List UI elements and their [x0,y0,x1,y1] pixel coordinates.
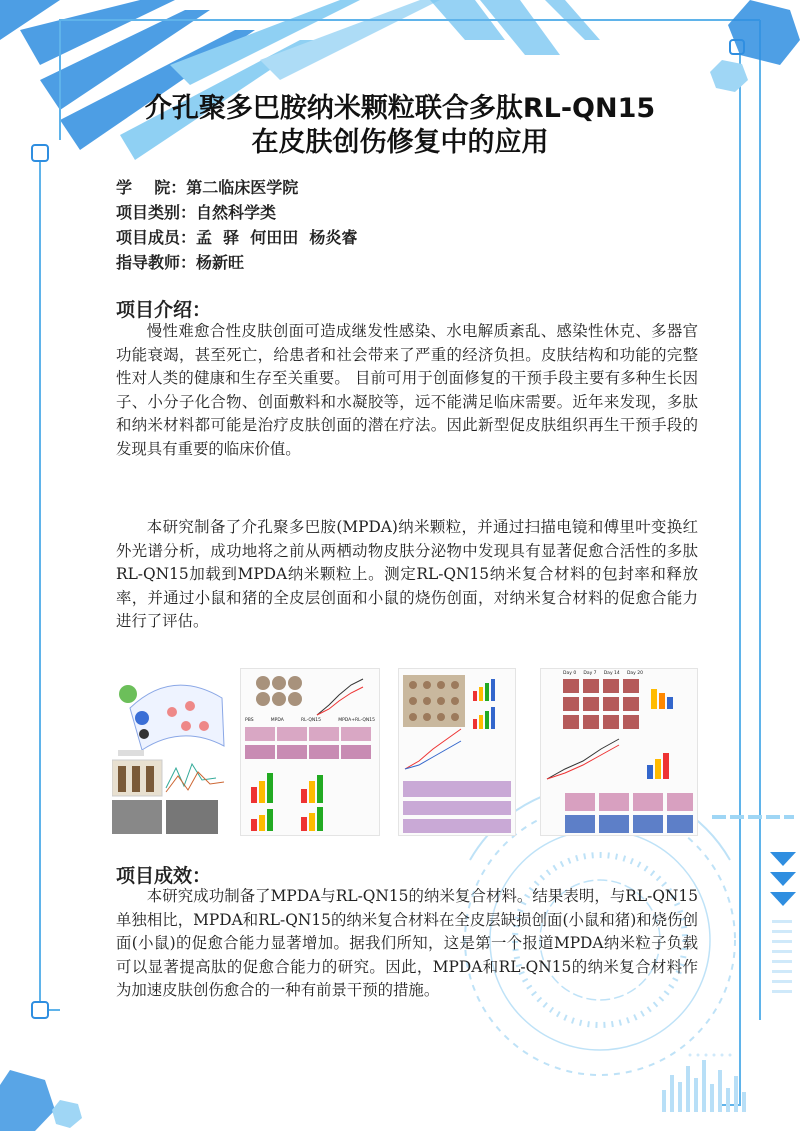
figure4-day-label: Day 20 [626,671,643,676]
right-side-bars [772,920,792,993]
poster-title-line2: 在皮肤创伤修复中的应用 [251,127,549,158]
frame-square-tl [32,145,48,161]
meta-members: 项目成员：孟 驿 何田田 杨炎睿 [116,228,358,247]
meta-college: 学 院：第二临床医学院 [116,178,299,197]
figure2-col-label: MPDA+RL-QN15 [338,718,375,723]
intro-paragraph-2: 本研究制备了介孔聚多巴胺(MPDA)纳米颗粒，并通过扫描电镜和傅里叶变换红外光谱分析，成功地将之前从两栖动物皮肤分泌物中发现具有显著促愈合活性的多肽RL-QN15加载到MPDA纳米颗粒上。测定RL-QN15纳米复合材料的包封率和释放率，并通过小鼠和猪的全皮层创面和小鼠的烧伤创面，对纳米复合材料的促愈合能力进行了评估。 [116,518,698,631]
figure4-day-label: Day 7 [583,671,597,676]
intro-heading: 项目介绍： [116,299,212,321]
results-paragraph: 本研究成功制备了MPDA与RL-QN15的纳米复合材料。结果表明，与RL-QN15单独相比，MPDA和RL-QN15的纳米复合材料在全皮层缺损创面(小鼠和猪)和烧伤创面(小鼠)的促愈合能力显著增加。据我们所知，这是第一个报道MPDA纳米粒子负载可以显著提高肽的促愈合能力的研究。因此，MPDA和RL-QN15的纳米复合材料作为加速皮肤创伤愈合的一种有前景干预的措施。 [116,887,698,1000]
figure-mouse-wounds [240,668,380,836]
figure-schematic [112,668,240,834]
results-heading: 项目成效： [116,865,212,887]
right-triangles [770,852,796,906]
figure4-day-labels [563,671,643,676]
figure2-col-label: MPDA [270,718,284,723]
project-meta [116,175,357,275]
meta-advisor: 指导教师：杨新旺 [116,253,245,272]
mouse-wound-graphic [241,669,379,835]
poster-title-line1: 介孔聚多巴胺纳米颗粒联合多肽RL-QN15 [144,93,656,124]
figure2-column-labels [245,718,375,723]
hexagon-large [728,0,800,65]
intro-paragraph-1: 慢性难愈合性皮肤创面可造成继发性感染、水电解质紊乱、感染性休克、多器官功能衰竭，甚至死亡，给患者和社会带来了严重的经济负担。皮肤结构和功能的完整性对人类的健康和生存至关重要。 目前可用于创面修复的干预手段主要有多种生长因子、小分子化合物、创面敷料和水凝胶等，远不能满足临床需要。近年来发现，多肽和纳米材料都可能是治疗皮肤创面的潜在疗法。因此新型促皮肤组织再生干预手段的发现具有重要的临床价值。 [116,322,698,458]
top-right-stripes [430,0,600,55]
meta-category: 项目类别：自然科学类 [116,203,277,222]
figure4-day-label: Day 14 [603,671,620,676]
hexagon-small [710,60,748,92]
hexagon-bottom-left-small [52,1100,82,1128]
burn-wound-graphic [541,669,697,835]
schematic-graphic [112,668,240,834]
hexagon-bottom-left [0,1070,55,1131]
pig-wound-graphic [399,669,515,835]
figure-burn-wounds [540,668,698,836]
figure4-day-label: Day 0 [563,671,577,676]
figure-strip [112,668,696,836]
dot-grid [689,1054,732,1057]
frame-square-bl [32,1002,48,1018]
figure2-col-label: PBS [245,718,254,723]
figure-pig-wounds [398,668,516,836]
figure2-col-label: RL-QN15 [301,718,321,723]
tech-dashes-right [712,815,794,819]
